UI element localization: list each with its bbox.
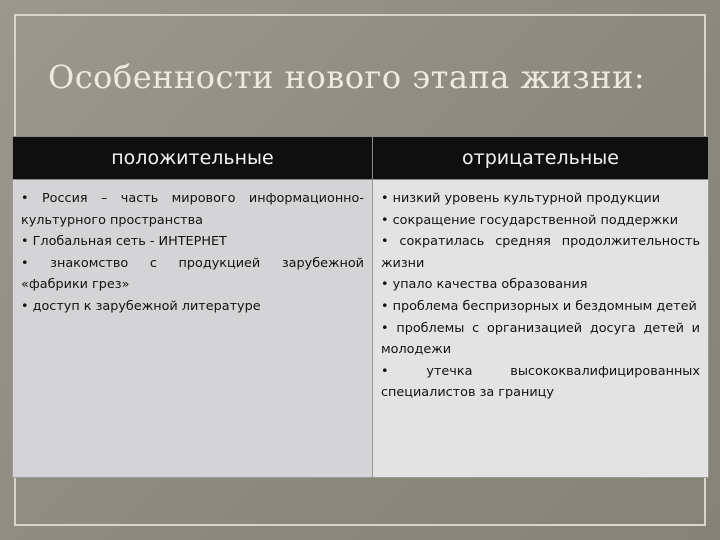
header-negative: отрицательные [373, 137, 709, 180]
list-item: • проблемы с организацией досуга детей и молодежи [381, 320, 700, 358]
list-item: • Россия – часть мирового информационно-культурного пространства [21, 191, 364, 228]
list-item: • сократилась средняя продолжительность жизни [381, 234, 700, 271]
list-item: • Глобальная сеть - ИНТЕРНЕТ [21, 234, 227, 250]
slide-title: Особенности нового этапа жизни: [48, 58, 646, 96]
list-item: • проблема беспризорных и бездомным детей [381, 298, 697, 314]
table-header-row [13, 137, 709, 180]
positive-list [13, 180, 373, 478]
list-item: • утечка высококвалифицированных специалистов за границу [381, 363, 700, 401]
list-item: • доступ к зарубежной литературе [21, 298, 261, 314]
list-item: • упало качества образования [381, 277, 588, 293]
table-body-row [13, 180, 709, 478]
comparison-table [12, 136, 709, 478]
negative-list [373, 180, 709, 478]
list-item: • знакомство с продукцией зарубежной «фабрики грез» [21, 255, 364, 293]
header-positive: положительные [13, 137, 373, 180]
list-item: • низкий уровень культурной продукции [381, 191, 661, 206]
list-item: • сокращение государственной поддержки [381, 212, 679, 228]
